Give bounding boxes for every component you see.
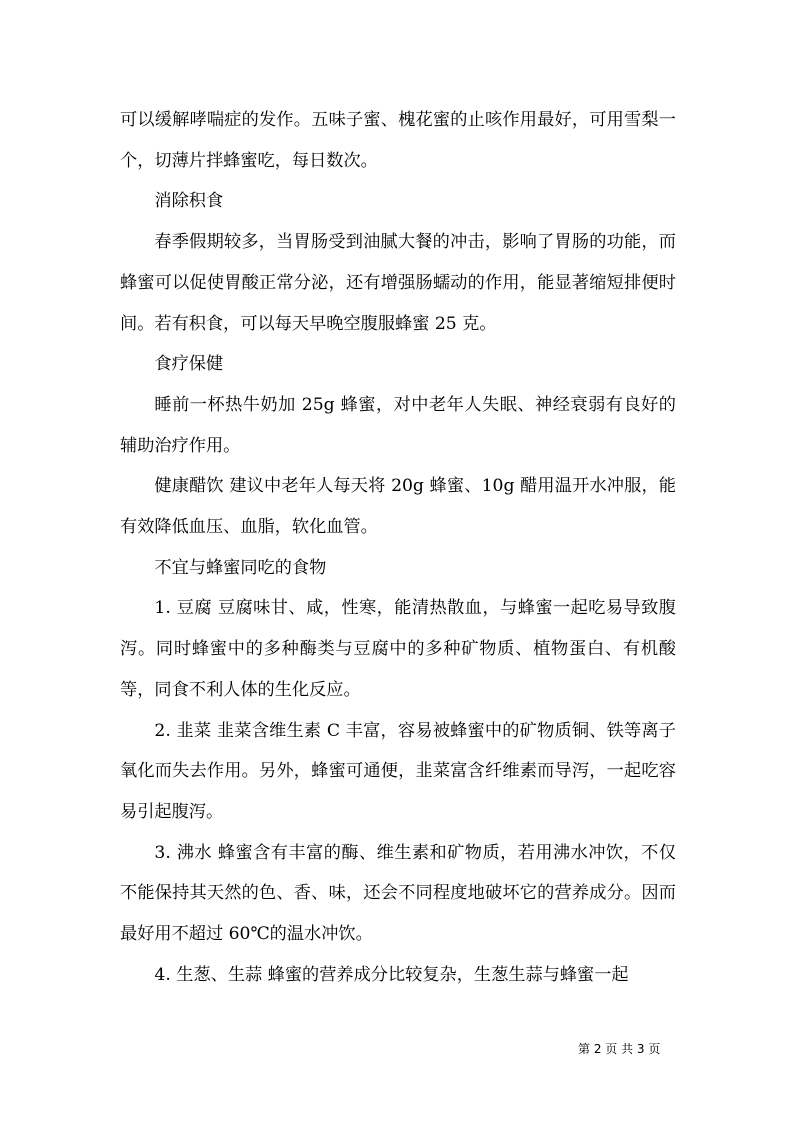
paragraph: 健康醋饮 建议中老年人每天将 20g 蜂蜜、10g 醋用温开水冲服，能有效降低血压、血脂，软化血管。 <box>120 476 676 538</box>
paragraph: 春季假期较多，当胃肠受到油腻大餐的冲击，影响了胃肠的功能，而蜂蜜可以促使胃酸正常分泌，还有增强肠蠕动的作用，能显著缩短排便时间。若有积食，可以每天早晚空腹服蜂蜜 25 克。 <box>120 232 676 334</box>
body-text <box>120 100 676 995</box>
section-heading-digestion: 消除积食 <box>154 191 224 212</box>
list-item-onion-garlic: 4. 生葱、生蒜 蜂蜜的营养成分比较复杂，生葱生蒜与蜂蜜一起 <box>154 964 629 985</box>
section-heading-diet-therapy: 食疗保健 <box>154 354 224 375</box>
section-heading-foods-to-avoid: 不宜与蜂蜜同吃的食物 <box>154 557 327 578</box>
paragraph: 可以缓解哮喘症的发作。五味子蜜、槐花蜜的止咳作用最好，可用雪梨一个，切薄片拌蜂蜜吃，每日数次。 <box>120 110 676 171</box>
paragraph: 睡前一杯热牛奶加 25g 蜂蜜，对中老年人失眠、神经衰弱有良好的辅助治疗作用。 <box>120 394 676 456</box>
list-item-chives: 2. 韭菜 韭菜含维生素 C 丰富，容易被蜂蜜中的矿物质铜、铁等离子氧化而失去作用。另外，蜂蜜可通便，韭菜富含纤维素而导泻，一起吃容易引起腹泻。 <box>120 720 676 822</box>
page-number-footer: 第 2 页 共 3 页 <box>578 1042 661 1056</box>
list-item-tofu: 1. 豆腐 豆腐味甘、咸，性寒，能清热散血，与蜂蜜一起吃易导致腹泻。同时蜂蜜中的多种酶类与豆腐中的多种矿物质、植物蛋白、有机酸等，同食不利人体的生化反应。 <box>120 598 676 700</box>
list-item-boiling-water: 3. 沸水 蜂蜜含有丰富的酶、维生素和矿物质，若用沸水冲饮，不仅不能保持其天然的色、香、味，还会不同程度地破坏它的营养成分。因而最好用不超过 60℃的温水冲饮。 <box>120 842 676 945</box>
